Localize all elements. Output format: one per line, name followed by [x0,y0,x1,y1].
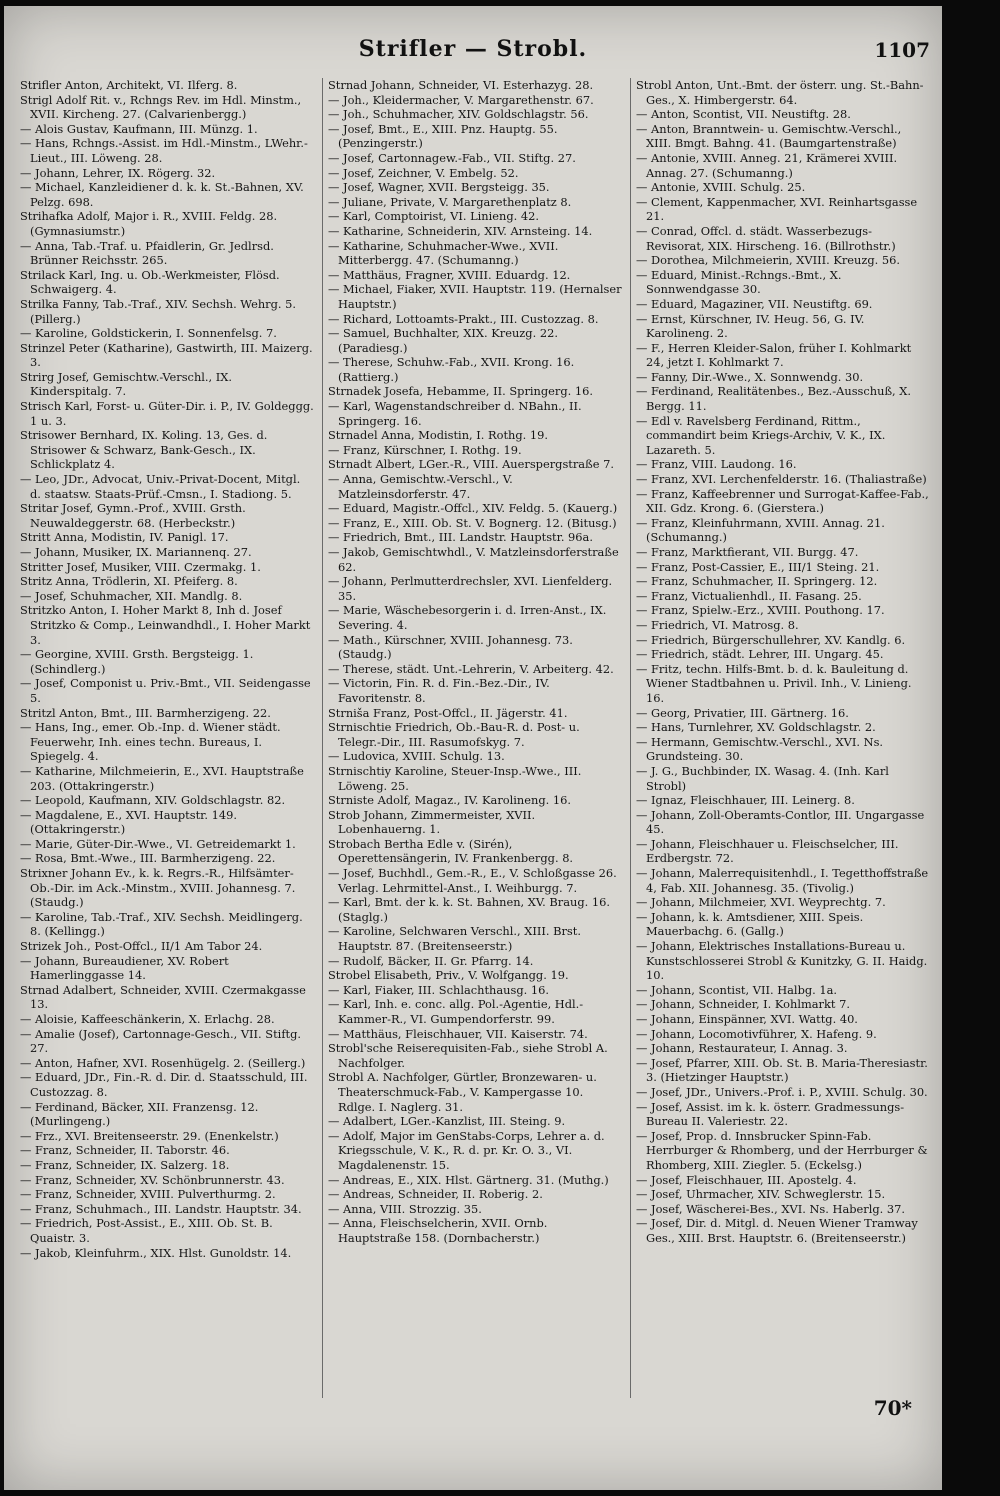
directory-entry: — Franz, Kaffeebrenner und Surrogat-Kaffee-Fab., XII. Gdz. Krong. 6. (Gierstera.) [636,486,929,516]
directory-entry: — Franz, Schneider, XV. Schönbrunnerstr. 43. [20,1172,285,1187]
directory-entry: — Katharine, Milchmeierin, E., XVI. Hauptstraße 203. (Ottakringerstr.) [20,763,304,793]
directory-entry: — Friedrich, städt. Lehrer, III. Ungarg. 45. [636,647,884,662]
directory-entry: — Victorin, Fin. R. d. Fin.-Bez.-Dir., IV. Favoritenstr. 8. [328,676,550,705]
directory-entry: — Alois Gustav, Kaufmann, III. Münzg. 1. [20,121,258,136]
directory-entry: — Franz, XVI. Lerchenfelderstr. 16. (Thaliastraße) [636,472,927,487]
directory-entry: Strobel Elisabeth, Priv., V. Wolfgangg. 19. [328,968,569,983]
directory-entry: — Franz, Schneider, II. Taborstr. 46. [20,1143,230,1158]
directory-entry: Strinzel Peter (Katharine), Gastwirth, III. Maizerg. 3. [20,340,313,370]
directory-entry: Strobach Bertha Edle v. (Sirén), Operettensängerin, IV. Frankenbergg. 8. [328,836,574,866]
directory-entry: — Friedrich, VI. Matrosg. 8. [636,617,799,632]
directory-entry: — Michael, Kanzleidiener d. k. k. St.-Bahnen, XV. Pelzg. 698. [20,180,304,209]
directory-entry: — Juliane, Private, V. Margarethenplatz 8. [328,194,572,209]
directory-entry: — Conrad, Offcl. d. städt. Wasserbezugs-Revisorat, XIX. Hirscheng. 16. (Billrothstr.) [636,223,896,253]
column-2 [322,78,622,1398]
directory-entry: Strirg Josef, Gemischtw.-Verschl., IX. Kinderspitalg. 7. [20,369,233,399]
directory-entry: — Josef, JDr., Univers.-Prof. i. P., XVIII. Schulg. 30. [636,1084,928,1099]
directory-entry: — Josef, Dir. d. Mitgl. d. Neuen Wiener Tramway Ges., XIII. Brst. Hauptstr. 6. (Breitenseerstr.) [636,1216,918,1245]
directory-entry: — Josef, Fleischhauer, III. Apostelg. 4. [636,1172,857,1187]
directory-entry: Strisower Bernhard, IX. Koling. 13, Ges. d. Strisower & Schwarz, Bank-Gesch., IX. Schlickplatz 4. [20,428,268,472]
directory-entry: Stritar Josef, Gymn.-Prof., XVIII. Grsth. Neuwaldeggerstr. 68. (Herbeckstr.) [20,501,246,530]
directory-entry: Strobl'sche Reiserequisiten-Fab., siehe Strobl A. Nachfolger. [328,1041,608,1070]
directory-entry: Strniste Adolf, Magaz., IV. Karolineng. 16. [328,793,571,808]
directory-entry: Stritzko Anton, I. Hoher Markt 8, Inh d. Josef Stritzko & Comp., Leinwandhdl., I. Hoher Markt 3. [20,603,311,647]
directory-entry: — Franz, Spielw.-Erz., XVIII. Pouthong. 17. [636,603,885,618]
directory-entry: Strihafka Adolf, Major i. R., XVIII. Feldg. 28. (Gymnasiumstr.) [20,209,278,238]
directory-entry: Strnadt Albert, LGer.-R., VIII. Auerspergstraße 7. [328,457,614,472]
directory-entry: — Georgine, XVIII. Grsth. Bergsteigg. 1. (Schindlerg.) [20,647,254,676]
directory-entry: — Franz, Schuhmacher, II. Springerg. 12. [636,574,878,589]
directory-entry: — Andreas, E., XIX. Hlst. Gärtnerg. 31. (Muthg.) [328,1172,609,1187]
directory-entry: — Jakob, Kleinfuhrm., XIX. Hlst. Gunoldstr. 14. [20,1245,292,1260]
directory-entry: — Ernst, Kürschner, IV. Heug. 56, G. IV. Karolineng. 2. [636,311,865,341]
directory-entry: — Johann, k. k. Amtsdiener, XIII. Speis. Mauerbachg. 6. (Gallg.) [636,909,864,939]
directory-entry: Strixner Johann Ev., k. k. Regrs.-R., Hilfsämter-Ob.-Dir. im Ack.-Minstm., XVIII. Johannesg. 7. (Staudg.) [20,866,296,910]
directory-entry: — Marie, Güter-Dir.-Wwe., VI. Getreidemarkt 1. [20,836,296,851]
directory-entry: — Fanny, Dir.-Wwe., X. Sonnwendg. 30. [636,369,864,384]
directory-entry: Strilack Karl, Ing. u. Ob.-Werkmeister, Flösd. Schwaigerg. 4. [20,267,280,297]
directory-entry: Strnischtiy Karoline, Steuer-Insp.-Wwe., III. Löweng. 25. [328,763,582,793]
directory-entry: — Michael, Fiaker, XVII. Hauptstr. 119. (Hernalser Hauptstr.) [328,282,622,311]
directory-entry: Strnad Adalbert, Schneider, XVIII. Czermakgasse 13. [20,982,306,1012]
directory-entry: Strilka Fanny, Tab.-Traf., XIV. Sechsh. Wehrg. 5. (Pillerg.) [20,296,297,326]
directory-entry: — Amalie (Josef), Cartonnage-Gesch., VII. Stiftg. 27. [20,1026,302,1056]
directory-entry: — Jakob, Gemischtwhdl., V. Matzleinsdorferstraße 62. [328,545,619,574]
directory-entry: — Josef, Prop. d. Innsbrucker Spinn-Fab. Herrburger & Rhomberg, und der Herrburger & Rhomberg, XIII. Ziegler. 5. (Eckelsg.) [636,1128,928,1172]
directory-entry: — Franz, Victualienhdl., II. Fasang. 25. [636,588,862,603]
directory-entry: — Karl, Wagenstandschreiber d. NBahn., II. Springerg. 16. [328,399,582,428]
directory-entry: Strniša Franz, Post-Offcl., II. Jägerstr. 41. [328,705,568,720]
directory-entry: — Johann, Einspänner, XVI. Wattg. 40. [636,1012,858,1026]
directory-entry: — Katharine, Schneiderin, XIV. Arnsteing. 14. [328,223,593,238]
directory-entry: — Josef, Uhrmacher, XIV. Schweglerstr. 15. [636,1187,886,1202]
directory-entry: — Edl v. Ravelsberg Ferdinand, Rittm., commandirt beim Kriegs-Archiv, V. K., IX. Lazareth. 5. [636,413,886,457]
directory-entry: — Franz, Schuhmach., III. Landstr. Hauptstr. 34. [20,1201,302,1216]
directory-entry: — Johann, Bureaudiener, XV. Robert Hamerlinggasse 14. [20,953,229,983]
directory-entry: — Adolf, Major im GenStabs-Corps, Lehrer a. d. Kriegsschule, V. K., R. d. pr. Kr. O. 3., VI. Magdalenenstr. 15. [328,1128,605,1172]
directory-entry: Strnadel Anna, Modistin, I. Rothg. 19. [328,428,549,443]
directory-entry: — Johann, Milchmeier, XVI. Weyprechtg. 7. [636,895,886,910]
directory-entry: Strobl Anton, Unt.-Bmt. der österr. ung. St.-Bahn-Ges., X. Himbergerstr. 64. [636,78,924,107]
directory-entry: — Josef, Cartonnagew.-Fab., VII. Stiftg. 27. [328,150,576,165]
directory-entry: — Franz, VIII. Laudong. 16. [636,457,797,472]
directory-entry: — Karl, Inh. e. conc. allg. Pol.-Agentie, Hdl.-Kammer-R., VI. Gumpendorferstr. 99. [328,997,584,1026]
directory-entry: — Hans, Turnlehrer, XV. Goldschlagstr. 2. [636,720,876,735]
directory-entry: — Johann, Malerrequisitenhdl., I. Tegetthoffstraße 4, Fab. XII. Johannesg. 35. (Tivolig.) [636,866,929,895]
directory-entry: — Friedrich, Bürgerschullehrer, XV. Kandlg. 6. [636,632,906,647]
directory-entry: — Eduard, Magistr.-Offcl., XIV. Feldg. 5. (Kauerg.) [328,501,618,516]
directory-entry: Strnischtie Friedrich, Ob.-Bau-R. d. Post- u. Telegr.-Dir., III. Rasumofskyg. 7. [328,720,580,749]
directory-page [4,6,942,1490]
directory-entry: — Frz., XVI. Breitenseerstr. 29. (Enenkelstr.) [20,1128,279,1143]
directory-entry: — Karoline, Tab.-Traf., XIV. Sechsh. Meidlingerg. 8. (Kellingg.) [20,909,303,939]
directory-entry: — Rudolf, Bäcker, II. Gr. Pfarrg. 14. [328,953,534,968]
directory-entry: Strisch Karl, Forst- u. Güter-Dir. i. P., IV. Goldeggg. 1 u. 3. [20,399,314,428]
directory-entry: — Rosa, Bmt.-Wwe., III. Barmherzigeng. 22. [20,851,276,866]
directory-entry: — Johann, Restaurateur, I. Annag. 3. [636,1041,848,1056]
directory-entry: — Anna, Tab.-Traf. u. Pfaidlerin, Gr. Jedlrsd. Brünner Reichsstr. 265. [20,238,274,268]
directory-entry: — Therese, Schuhw.-Fab., XVII. Krong. 16. (Rattierg.) [328,355,575,384]
directory-entry: Stritz Anna, Trödlerin, XI. Pfeiferg. 8. [20,574,238,589]
directory-entry: — Ludovica, XVIII. Schulg. 13. [328,749,505,764]
directory-entry: — Josef, Assist. im k. k. österr. Gradmessungs-Bureau II. Valeriestr. 22. [636,1099,905,1129]
directory-entry: Stritter Josef, Musiker, VIII. Czermakg. 1. [20,559,261,574]
directory-entry: — Anton, Hafner, XVI. Rosenhügelg. 2. (Seillerg.) [20,1055,306,1070]
directory-entry: — Leo, JDr., Advocat, Univ.-Privat-Docent, Mitgl. d. staatsw. Staats-Prüf.-Cmsn., I. Stadiong. 5. [20,472,301,501]
directory-entry: — Hermann, Gemischtw.-Verschl., XVI. Ns. Grundsteing. 30. [636,734,884,764]
directory-entry: — Josef, Schuhmacher, XII. Mandlg. 8. [20,588,243,603]
directory-entry: — Friedrich, Bmt., III. Landstr. Hauptstr. 96a. [328,530,593,545]
directory-entry: — Karoline, Goldstickerin, I. Sonnenfelsg. 7. [20,326,277,341]
directory-entry: — Johann, Elektrisches Installations-Bureau u. Kunstschlosserei Strobl & Kunitzky, G. II. Haidg. 10. [636,939,928,983]
directory-entry: Stritzl Anton, Bmt., III. Barmherzigeng. 22. [20,705,271,720]
directory-entry: — Aloisie, Kaffeeschänkerin, X. Erlachg. 28. [20,1012,275,1026]
directory-entry: — Franz, Kleinfuhrmann, XVIII. Annag. 21. (Schumanng.) [636,515,885,545]
columns-container [20,78,930,1398]
directory-entry: — Franz, Schneider, XVIII. Pulverthurmg. 2. [20,1187,276,1202]
column-3 [630,78,930,1398]
running-title: Strifler — Strobl. [358,36,588,62]
directory-entry: — Leopold, Kaufmann, XIV. Goldschlagstr. 82. [20,793,286,808]
directory-entry: — Georg, Privatier, III. Gärtnerg. 16. [636,705,849,720]
directory-entry: — Eduard, JDr., Fin.-R. d. Dir. d. Staatsschuld, III. Custozzag. 8. [20,1070,308,1099]
page-header [4,36,942,72]
directory-entry: Stritt Anna, Modistin, IV. Panigl. 17. [20,530,229,545]
directory-entry: — Ignaz, Fleischhauer, III. Leinerg. 8. [636,793,855,808]
directory-entry: — Josef, Pfarrer, XIII. Ob. St. B. Maria-Theresiastr. 3. (Hietzinger Hauptstr.) [636,1055,928,1085]
directory-entry: — Joh., Schuhmacher, XIV. Goldschlagstr. 56. [328,107,589,122]
directory-entry: — Johann, Scontist, VII. Halbg. 1a. [636,982,838,997]
directory-entry: — Johann, Fleischhauer u. Fleischselcher, III. Erdbergstr. 72. [636,836,899,866]
directory-entry: — Anton, Scontist, VII. Neustiftg. 28. [636,107,851,122]
directory-entry: Strifler Anton, Architekt, VI. Ilferg. 8. [20,78,238,92]
directory-entry: — Franz, E., XIII. Ob. St. V. Bognerg. 12. (Bitusg.) [328,515,617,530]
directory-entry: — Richard, Lottoamts-Prakt., III. Custozzag. 8. [328,311,599,326]
directory-entry: — Josef, Wäscherei-Bes., XVI. Ns. Haberlg. 37. [636,1201,906,1216]
directory-entry: Strizek Joh., Post-Offcl., II/1 Am Tabor 24. [20,939,263,954]
directory-entry: — Anton, Branntwein- u. Gemischtw.-Verschl., XIII. Bmgt. Bahng. 41. (Baumgartenstraße) [636,121,902,151]
directory-entry: — Fritz, techn. Hilfs-Bmt. b. d. k. Bauleitung d. Wiener Stadtbahnen u. Privil. Inh., V. Linieng. 16. [636,661,912,705]
directory-entry: — Antonie, XVIII. Schulg. 25. [636,180,806,195]
directory-entry: Strnadek Josefa, Hebamme, II. Springerg. 16. [328,384,593,399]
directory-entry: — Ferdinand, Bäcker, XII. Franzensg. 12. (Murlingeng.) [20,1099,259,1129]
directory-entry: — Karl, Bmt. der k. k. St. Bahnen, XV. Braug. 16. (Staglg.) [328,895,610,924]
directory-entry: — Clement, Kappenmacher, XVI. Reinhartsgasse 21. [636,194,918,224]
signature-mark: 70* [873,1396,912,1420]
directory-entry: — Johann, Zoll-Oberamts-Contlor, III. Ungargasse 45. [636,807,925,837]
directory-entry: — F., Herren Kleider-Salon, früher I. Kohlmarkt 24, jetzt I. Kohlmarkt 7. [636,340,912,370]
directory-entry: — Johann, Schneider, I. Kohlmarkt 7. [636,997,850,1012]
directory-entry: — Matthäus, Fragner, XVIII. Eduardg. 12. [328,267,571,282]
directory-entry: Strigl Adolf Rit. v., Rchngs Rev. im Hdl. Minstm., XVII. Kircheng. 27. (Calvarienbergg.) [20,92,302,122]
directory-entry: — Therese, städt. Unt.-Lehrerin, V. Arbeiterg. 42. [328,661,614,676]
directory-entry: — Dorothea, Milchmeierin, XVIII. Kreuzg. 56. [636,253,901,268]
directory-entry: — Matthäus, Fleischhauer, VII. Kaiserstr. 74. [328,1026,588,1041]
directory-entry: — Karl, Comptoirist, VI. Linieng. 42. [328,209,540,224]
directory-entry: — J. G., Buchbinder, IX. Wasag. 4. (Inh. Karl Strobl) [636,763,889,793]
directory-entry: — Anna, Fleischselcherin, XVII. Ornb. Hauptstraße 158. (Dornbacherstr.) [328,1216,548,1245]
directory-entry: — Eduard, Magaziner, VII. Neustiftg. 69. [636,296,873,311]
directory-entry: — Karoline, Selchwaren Verschl., XIII. Brst. Hauptstr. 87. (Breitenseerstr.) [328,924,581,954]
directory-entry: — Friedrich, Post-Assist., E., XIII. Ob. St. B. Quaistr. 3. [20,1216,273,1245]
directory-entry: — Ferdinand, Realitätenbes., Bez.-Ausschuß, X. Bergg. 11. [636,384,912,414]
directory-entry: — Andreas, Schneider, II. Roberig. 2. [328,1187,543,1202]
directory-entry: — Josef, Wagner, XVII. Bergsteigg. 35. [328,180,550,195]
directory-entry: — Franz, Post-Cassier, E., III/1 Steing. 21. [636,559,880,574]
directory-entry: — Joh., Kleidermacher, V. Margarethenstr. 67. [328,92,594,107]
directory-entry: — Anna, Gemischtw.-Verschl., V. Matzleinsdorferstr. 47. [328,472,513,501]
directory-entry: — Johann, Perlmutterdrechsler, XVI. Lienfelderg. 35. [328,574,613,603]
directory-entry: — Josef, Buchhdl., Gem.-R., E., V. Schloßgasse 26. Verlag. Lehrmittel-Anst., I. Weihburgg. 7. [328,866,617,895]
directory-entry: — Johann, Locomotivführer, X. Hafeng. 9. [636,1026,877,1041]
directory-entry: — Samuel, Buchhalter, XIX. Kreuzg. 22. (Paradiesg.) [328,326,558,355]
directory-entry: Strobl A. Nachfolger, Gürtler, Bronzewaren- u. Theaterschmuck-Fab., V. Kampergasse 10. Rdlge. I. Naglerg. 31. [328,1070,597,1114]
directory-entry: — Hans, Ing., emer. Ob.-Inp. d. Wiener städt. Feuerwehr, Inh. eines techn. Bureaus, I. Spiegelg. 4. [20,720,281,764]
directory-entry: — Franz, Marktfierant, VII. Burgg. 47. [636,545,859,559]
directory-entry: — Hans, Rchngs.-Assist. im Hdl.-Minstm., LWehr.-Lieut., III. Löweng. 28. [20,136,308,165]
directory-entry: — Anna, VIII. Strozzig. 35. [328,1201,482,1216]
directory-entry: — Johann, Musiker, IX. Mariannenq. 27. [20,545,252,559]
directory-entry: — Math., Kürschner, XVIII. Johannesg. 73. (Staudg.) [328,632,573,662]
page-number: 1107 [874,38,930,62]
directory-entry: — Marie, Wäschebesorgerin i. d. Irren-Anst., IX. Severing. 4. [328,603,607,632]
directory-entry: — Franz, Schneider, IX. Salzerg. 18. [20,1157,230,1172]
directory-entry: — Josef, Zeichner, V. Embelg. 52. [328,165,519,180]
directory-entry: — Adalbert, LGer.-Kanzlist, III. Steing. 9. [328,1114,566,1129]
directory-entry: — Magdalene, E., XVI. Hauptstr. 149. (Ottakringerstr.) [20,807,237,837]
directory-entry: — Josef, Componist u. Priv.-Bmt., VII. Seidengasse 5. [20,676,311,705]
directory-entry: — Katharine, Schuhmacher-Wwe., XVII. Mitterbergg. 47. (Schumanng.) [328,238,559,268]
directory-entry: Strob Johann, Zimmermeister, XVII. Lobenhauerng. 1. [328,807,536,837]
directory-entry: — Johann, Lehrer, IX. Rögerg. 32. [20,165,216,180]
directory-entry: — Franz, Kürschner, I. Rothg. 19. [328,442,522,457]
directory-entry: — Karl, Fiaker, III. Schlachthausg. 16. [328,982,549,997]
directory-entry: — Antonie, XVIII. Anneg. 21, Krämerei XVIII. Annag. 27. (Schumanng.) [636,150,898,180]
directory-entry: Strnad Johann, Schneider, VI. Esterhazyg. 28. [328,78,594,92]
column-1 [20,78,314,1398]
directory-entry: — Eduard, Minist.-Rchngs.-Bmt., X. Sonnwendgasse 30. [636,267,842,297]
directory-entry: — Josef, Bmt., E., XIII. Pnz. Hauptg. 55. (Penzingerstr.) [328,121,558,151]
